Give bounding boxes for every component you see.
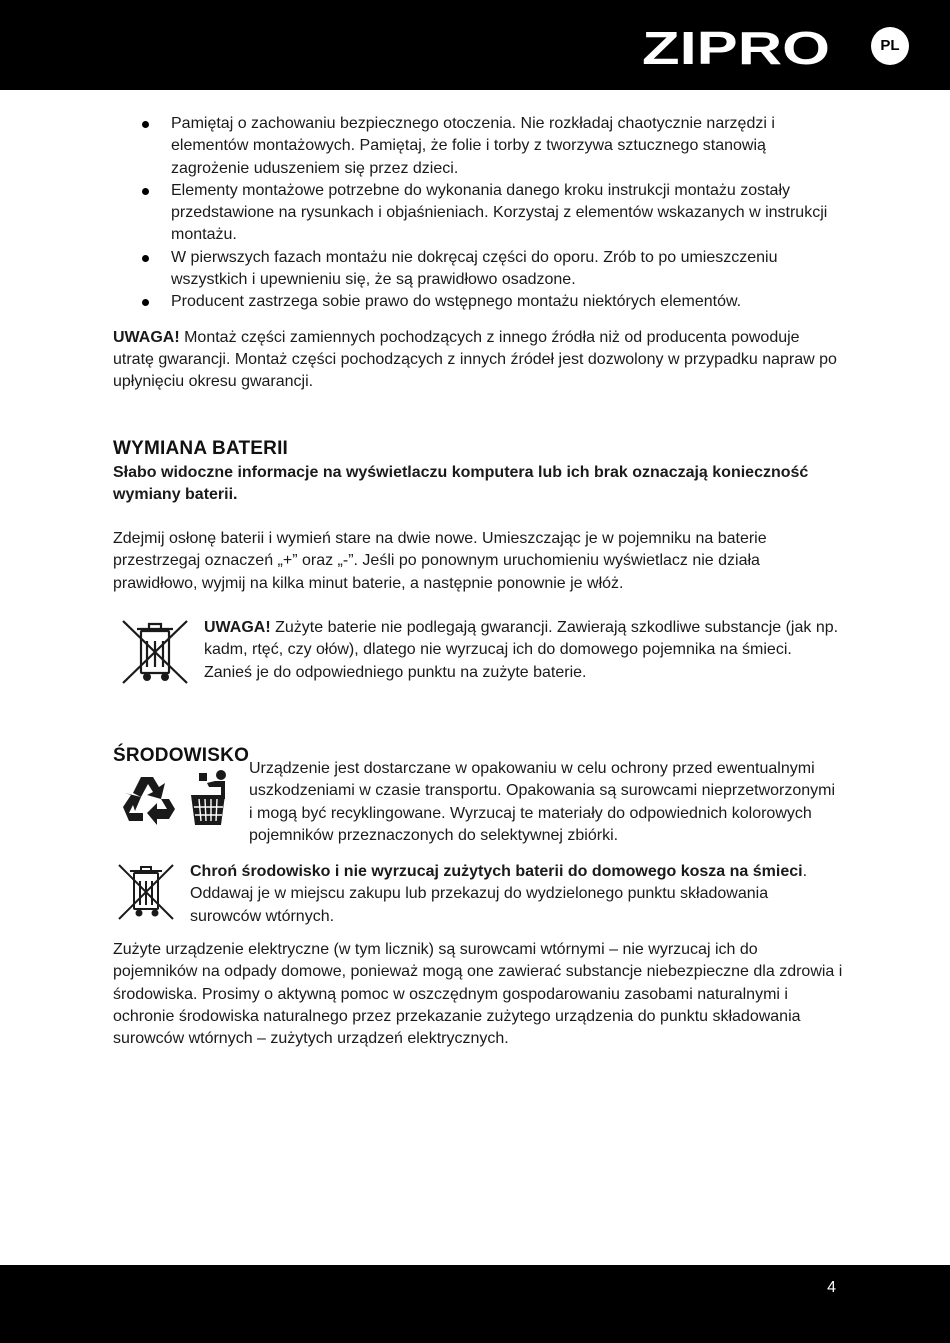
packaging-row xyxy=(113,760,843,849)
battery-subheading: Słabo widoczne informacje na wyświetlaczu komputera lub ich brak oznaczają konieczność wymiany baterii. xyxy=(113,463,809,503)
battery-instructions: Zdejmij osłonę baterii i wymień stare na dwie nowe. Umieszczając je w pojemniku na baterie przestrzegaj oznaczeń „+” oraz „-”. Jeśli po ponownym uruchomieniu wyświetlacz nie działa prawidłowo, wyjmij na kilka minut baterie, a następnie ponownie je włóż. xyxy=(113,530,767,592)
list-item: W pierwszych fazach montażu nie dokręcaj części do oporu. Zrób to po umieszczeniu wszystkich i upewnieniu się, że są prawidłowo osadzone. xyxy=(113,247,843,292)
battery-disposal-text xyxy=(190,861,843,928)
safety-list xyxy=(113,113,843,314)
battery-disposal-row xyxy=(113,861,843,928)
electrical-waste-text: Zużyte urządzenie elektryczne (w tym licznik) są surowcami wtórnymi – nie wyrzucaj ich do pojemników na odpady domowe, ponieważ mogą one zawierać substancje niebezpieczne dla zdrowia i środowiska. Prosimy o aktywną pomoc w oszczędnym gospodarowaniu zasobami naturalnymi i ochronie środowiska naturalnego przez przekazanie zużytego urządzenia do punktu składowania surowców wtórnych – zużytych urządzeń elektrycznych. xyxy=(113,940,843,1048)
battery-warning-row xyxy=(113,617,843,685)
environment-heading: ŚRODOWISKO xyxy=(113,745,250,767)
packaging-icons xyxy=(113,769,249,849)
list-item: Pamiętaj o zachowaniu bezpiecznego otoczenia. Nie rozkładaj chaotycznie narzędzi i elementów montażowych. Pamiętaj, że folie i torby z tworzywa sztucznego stanowią zagrożenie uduszeniem się przez dzieci. xyxy=(113,113,843,180)
warning-text: Montaż części zamiennych pochodzących z innego źródła niż od producenta powoduje utratę gwarancji. Montaż części pochodzących z innych źródeł jest dozwolony w przypadku napraw po upłynięciu okresu gwarancji. xyxy=(113,328,837,391)
language-badge: PL xyxy=(871,27,909,65)
page-footer xyxy=(0,1265,950,1343)
crossed-bin-icon xyxy=(115,861,177,921)
warning-text: Zużyte baterie nie podlegają gwarancji. Zawierają szkodliwe substancje (jak np. kadm, rtęć, czy ołów), dlatego nie wyrzucaj ich do domowego pojemnika na śmieci. Zanieś je do odpowiedniego punktu na zużyte baterie. xyxy=(204,619,839,681)
crossed-bin-icon xyxy=(117,617,193,685)
battery-warning-text xyxy=(204,617,843,685)
page-content xyxy=(113,113,843,1050)
tidyman-icon xyxy=(185,769,237,827)
list-item: Producent zastrzega sobie prawo do wstępnego montażu niektórych elementów. xyxy=(113,291,843,313)
page-header xyxy=(0,0,950,90)
packaging-text: Urządzenie jest dostarczane w opakowaniu w celu ochrony przed ewentualnymi uszkodzeniami w czasie transportu. Opakowania są surowcami nieprzetworzonymi i mogą być recyklingowane. Wyrzucaj te materiały do odpowiednich kolorowych pojemników przeznaczonych do selektywnej zbiórki. xyxy=(249,760,836,844)
page-number: 4 xyxy=(827,1279,836,1296)
warranty-warning xyxy=(113,327,843,394)
list-item: Elementy montażowe potrzebne do wykonania danego kroku instrukcji montażu zostały przedstawione na rysunkach i objaśnieniach. Korzystaj z elementów wskazanych w instrukcji montażu. xyxy=(113,180,843,247)
battery-disposal-bold: Chroń środowisko i nie wyrzucaj zużytych baterii do domowego kosza na śmieci xyxy=(190,863,803,881)
zipro-logo xyxy=(642,24,832,70)
svg-text:ZIPRO: ZIPRO xyxy=(642,24,830,70)
warning-label: UWAGA! xyxy=(113,328,180,346)
warning-label: UWAGA! xyxy=(204,619,271,637)
recycle-icon xyxy=(121,773,177,827)
battery-disposal-rest: . Oddawaj je w miejscu zakupu lub przekazuj do wydzielonego punktu składowania surowców wtórnych. xyxy=(190,863,808,925)
battery-heading: WYMIANA BATERII xyxy=(113,437,289,459)
